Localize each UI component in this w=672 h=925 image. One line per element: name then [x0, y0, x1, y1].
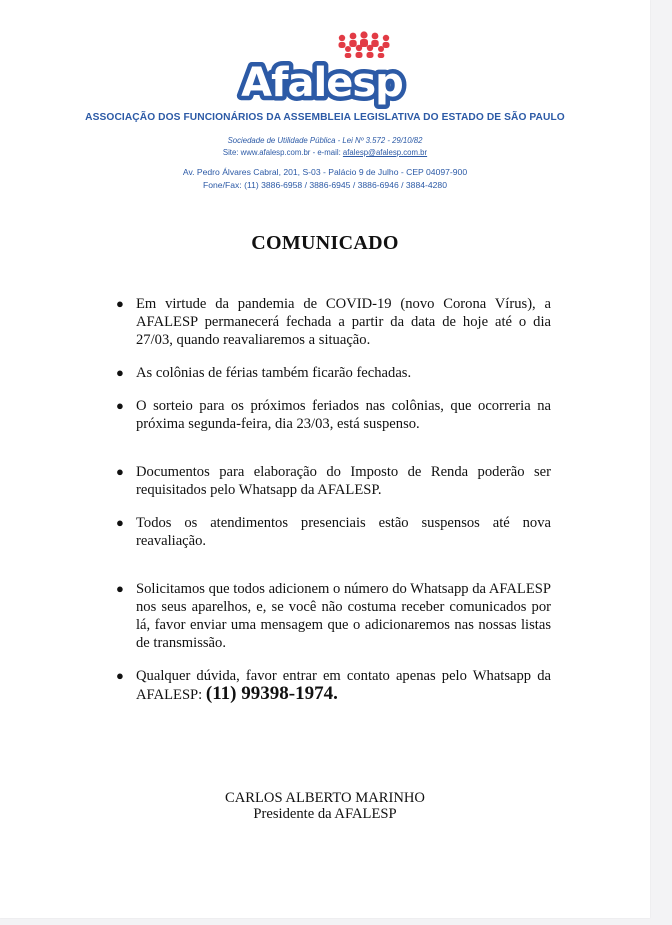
whatsapp-phone-number: (11) 99398-1974. — [205, 683, 338, 704]
public-utility-note: Sociedade de Utilidade Pública - Lei Nº 3.572 - 29/10/82 — [227, 136, 423, 145]
bullet-icon: ● — [116, 464, 124, 479]
list-item — [113, 295, 551, 349]
bullet-icon: ● — [116, 296, 124, 311]
list-item — [113, 514, 551, 550]
list-item — [113, 364, 551, 382]
signatory-role: Presidente da AFALESP — [253, 806, 397, 822]
list-item-text: Qualquer dúvida, favor entrar em contato apenas pelo Whatsapp da AFALESP: — [136, 668, 551, 703]
list-item — [113, 463, 551, 499]
phone-fax-line: Fone/Fax: (11) 3886-6958 / 3886-6945 / 3886-6946 / 3884-4280 — [203, 180, 447, 190]
bullet-icon: ● — [116, 668, 124, 683]
logo-wordmark: Afalesp — [241, 60, 403, 106]
bullet-icon: ● — [116, 581, 124, 596]
list-item-text: O sorteio para os próximos feriados nas colônias, que ocorreria na próxima segunda-feira, dia 23/03, está suspenso. — [136, 398, 551, 432]
afalesp-logo — [230, 30, 415, 110]
list-item-text: Todos os atendimentos presenciais estão suspensos até nova reavaliação. — [136, 515, 551, 549]
list-item-text: Documentos para elaboração do Imposto de Renda poderão ser requisitados pelo Whatsapp da AFALESP. — [136, 464, 551, 498]
list-item-text: Solicitamos que todos adicionem o número do Whatsapp da AFALESP nos seus aparelhos, e, se você não costuma receber comunicados por lá, favor enviar uma mensagem que o adicionaremos nas nossas listas de transmissão. — [136, 581, 551, 651]
bullet-icon: ● — [116, 515, 124, 530]
list-item-text: As colônias de férias também ficarão fechadas. — [136, 365, 412, 381]
site-text: Site: www.afalesp.com.br - e-mail: — [222, 148, 343, 157]
bullet-icon: ● — [116, 365, 124, 380]
bullet-icon: ● — [116, 398, 124, 413]
organization-name: ASSOCIAÇÃO DOS FUNCIONÁRIOS DA ASSEMBLEIA LEGISLATIVA DO ESTADO DE SÃO PAULO — [85, 112, 565, 123]
address-line: Av. Pedro Álvares Cabral, 201, S-03 - Palácio 9 de Julho - CEP 04097-900 — [182, 167, 468, 177]
list-item — [113, 580, 551, 652]
email-link[interactable]: afalesp@afalesp.com.br — [342, 148, 428, 157]
list-item-text: Em virtude da pandemia de COVID-19 (novo Corona Vírus), a AFALESP permanecerá fechada a partir da data de hoje até o dia 27/03, quando reavaliaremos a situação. — [136, 296, 551, 348]
site-line — [0, 148, 650, 157]
list-item — [113, 397, 551, 433]
signatory-name: CARLOS ALBERTO MARINHO — [225, 790, 425, 806]
document-title: COMUNICADO — [251, 232, 399, 254]
announcement-list — [113, 295, 551, 719]
list-item — [113, 667, 551, 704]
